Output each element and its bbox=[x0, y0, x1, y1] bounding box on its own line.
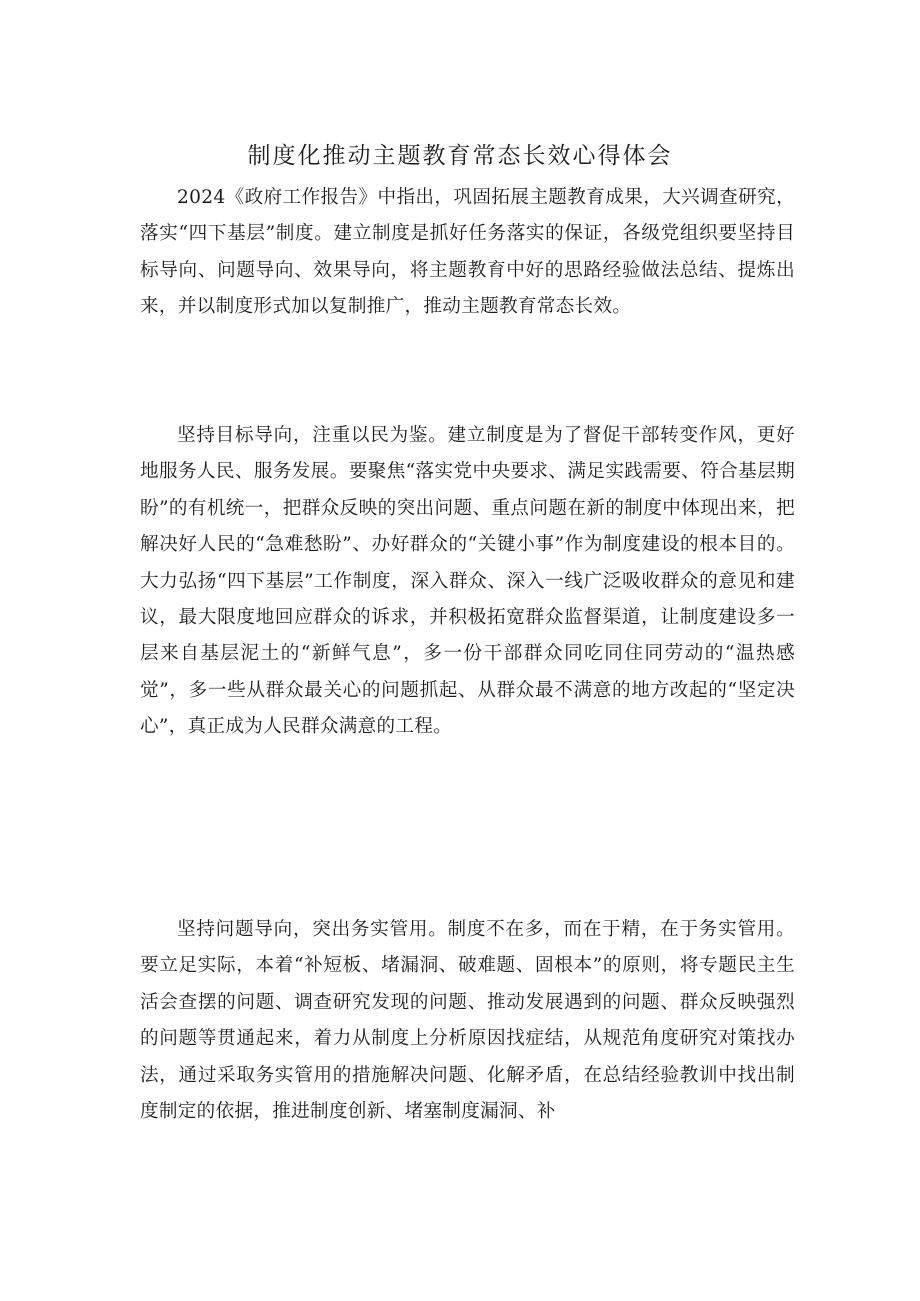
paragraph-2: 坚持目标导向，注重以民为鉴。建立制度是为了督促干部转变作风，更好地服务人民、服务发展。要聚焦“落实党中央要求、满足实践需要、符合基层期盼”的有机统一，把群众反映的突出问题、重点问题在新的制度中体现出来，把解决好人民的“急难愁盼”、办好群众的“关键小事”作为制度建设的根本目的。大力弘扬“四下基层”工作制度，深入群众、深入一线广泛吸收群众的意见和建议，最大限度地回应群众的诉求，并积极拓宽群众监督渠道，让制度建设多一层来自基层泥土的“新鲜气息”，多一份干部群众同吃同住同劳动的“温热感觉”，多一些从群众最关心的问题抓起、从群众最不满意的地方改起的“坚定决心”，真正成为人民群众满意的工程。 bbox=[140, 425, 795, 738]
paragraph-1: 2024《政府工作报告》中指出，巩固拓展主题教育成果，大兴调查研究，落实“四下基层”制度。建立制度是抓好任务落实的保证，各级党组织要坚持目标导向、问题导向、效果导向，将主题教育中好的思路经验做法总结、提炼出来，并以制度形式加以复制推广，推动主题教育常态长效。 bbox=[140, 187, 795, 318]
document-title: 制度化推动主题教育常态长效心得体会 bbox=[247, 143, 673, 169]
paragraph-3: 坚持问题导向，突出务实管用。制度不在多，而在于精，在于务实管用。要立足实际，本着“补短板、堵漏洞、破难题、固根本”的原则，将专题民主生活会查摆的问题、调查研究发现的问题、推动发展遇到的问题、群众反映强烈的问题等贯通起来，着力从制度上分析原因找症结，从规范角度研究对策找办法，通过采取务实管用的措施解决问题、化解矛盾，在总结经验教训中找出制度制定的依据，推进制度创新、堵塞制度漏洞、补 bbox=[140, 919, 795, 1123]
